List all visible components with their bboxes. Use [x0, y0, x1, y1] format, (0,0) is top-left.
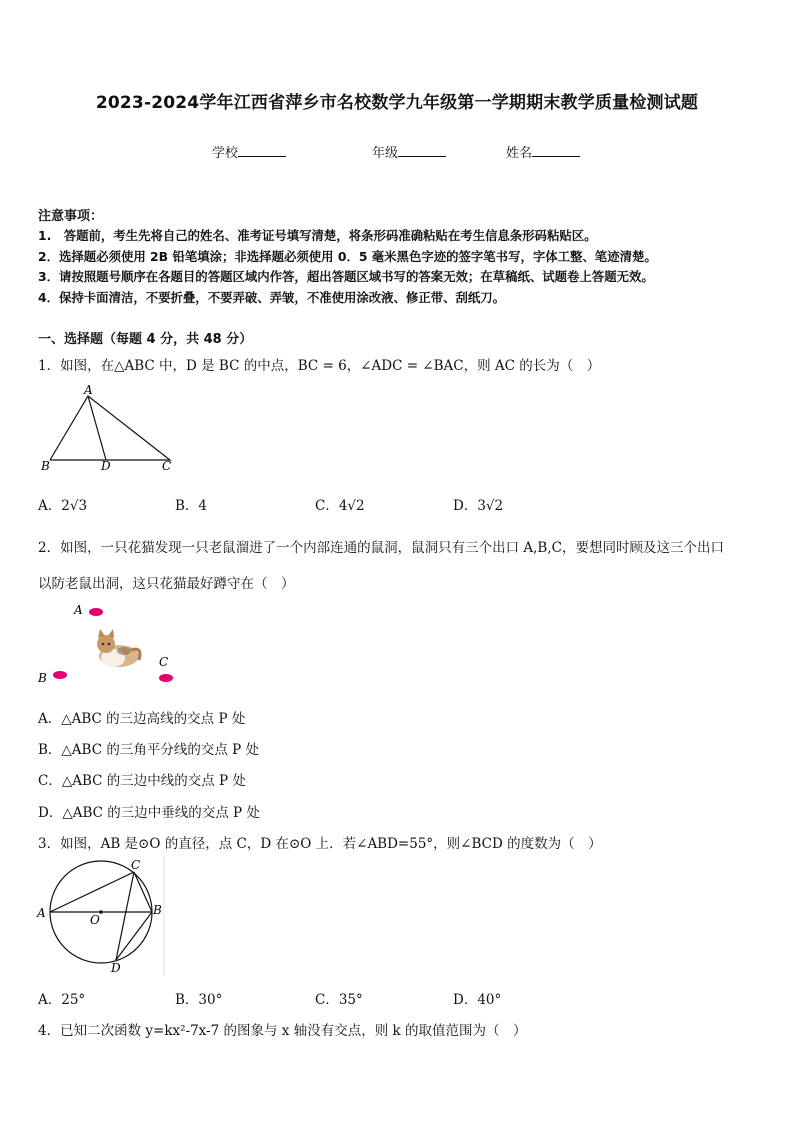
chord-cb	[134, 872, 152, 912]
page-title: 2023-2024学年江西省萍乡市名校数学九年级第一学期期末教学质量检测试题	[95, 93, 699, 113]
label-b: B	[38, 671, 47, 685]
note-item-3: 3．请按照题号顺序在各题目的答题区域内作答，超出答题区域书写的答案无效；在草稿纸、试题卷上答题无效。	[38, 269, 654, 284]
label-b: B	[41, 459, 50, 473]
triangle-outline	[50, 396, 170, 460]
chord-cd	[116, 872, 134, 960]
label-o: O	[90, 913, 100, 927]
hole-c	[159, 674, 173, 682]
label-a: A	[74, 603, 83, 617]
grade-field[interactable]: 年级	[372, 142, 446, 161]
q2-option-a[interactable]: A．△ABC 的三边高线的交点 P 处	[38, 711, 246, 727]
q3-option-b[interactable]: B．30°	[175, 992, 223, 1008]
label-a: A	[37, 906, 46, 920]
hole-b	[53, 671, 67, 679]
label-d: D	[101, 459, 111, 473]
question-4-text: 4．已知二次函数 y=kx²-7x-7 的图象与 x 轴没有交点，则 k 的取值范围为（ ）	[38, 1023, 527, 1039]
label-a: A	[84, 383, 93, 397]
school-field[interactable]: 学校	[212, 142, 286, 161]
question-1-figure	[38, 382, 188, 474]
name-field[interactable]: 姓名	[506, 142, 580, 161]
median-ad	[88, 396, 106, 460]
label-b: B	[153, 903, 162, 917]
q1-option-a[interactable]: A．2√3	[38, 498, 88, 514]
hole-a	[89, 608, 103, 616]
label-c: C	[162, 459, 172, 473]
question-3-figure	[34, 856, 170, 978]
section-title: 一、选择题（每题 4 分，共 48 分）	[38, 332, 253, 347]
q2-option-d[interactable]: D．△ABC 的三边中垂线的交点 P 处	[38, 805, 260, 821]
cat-icon	[97, 629, 140, 667]
label-c: C	[159, 655, 169, 669]
label-d: D	[111, 961, 121, 975]
q3-option-c[interactable]: C．35°	[315, 992, 363, 1008]
q1-option-c[interactable]: C．4√2	[315, 498, 365, 514]
q2-option-c[interactable]: C．△ABC 的三边中线的交点 P 处	[38, 773, 246, 789]
question-2-text-line1: 2．如图，一只花猫发现一只老鼠溜进了一个内部连通的鼠洞，鼠洞只有三个出口 A,B,C，要想同时顾及这三个出口	[38, 540, 724, 556]
question-2-figure	[36, 598, 186, 690]
label-c: C	[131, 858, 141, 872]
q1-option-d[interactable]: D．3√2	[453, 498, 504, 514]
note-item-4: 4．保持卡面清洁，不要折叠，不要弄破、弄皱，不准使用涂改液、修正带、刮纸刀。	[38, 290, 506, 305]
question-2-text-line2: 以防老鼠出洞，这只花猫最好蹲守在（ ）	[38, 576, 295, 592]
note-item-1: 1. 答题前，考生先将自己的姓名、准考证号填写清楚，将条形码准确粘贴在考生信息条形码粘贴区。	[38, 228, 597, 243]
q2-option-b[interactable]: B．△ABC 的三角平分线的交点 P 处	[38, 742, 260, 758]
q1-option-b[interactable]: B．4	[175, 498, 208, 514]
q3-option-a[interactable]: A．25°	[38, 992, 86, 1008]
question-1-text: 1．如图，在△ABC 中，D 是 BC 的中点，BC = 6，∠ADC = ∠BAC，则 AC 的长为（ ）	[38, 358, 601, 374]
question-3-text: 3．如图，AB 是⊙O 的直径，点 C，D 在⊙O 上．若∠ABD=55°，则∠BCD 的度数为（ ）	[38, 836, 602, 852]
notes-title: 注意事项：	[38, 209, 104, 224]
note-item-2: 2．选择题必须使用 2B 铅笔填涂；非选择题必须使用 0．5 毫米黑色字迹的签字笔书写，字体工整、笔迹清楚。	[38, 249, 657, 264]
q3-option-d[interactable]: D．40°	[453, 992, 502, 1008]
